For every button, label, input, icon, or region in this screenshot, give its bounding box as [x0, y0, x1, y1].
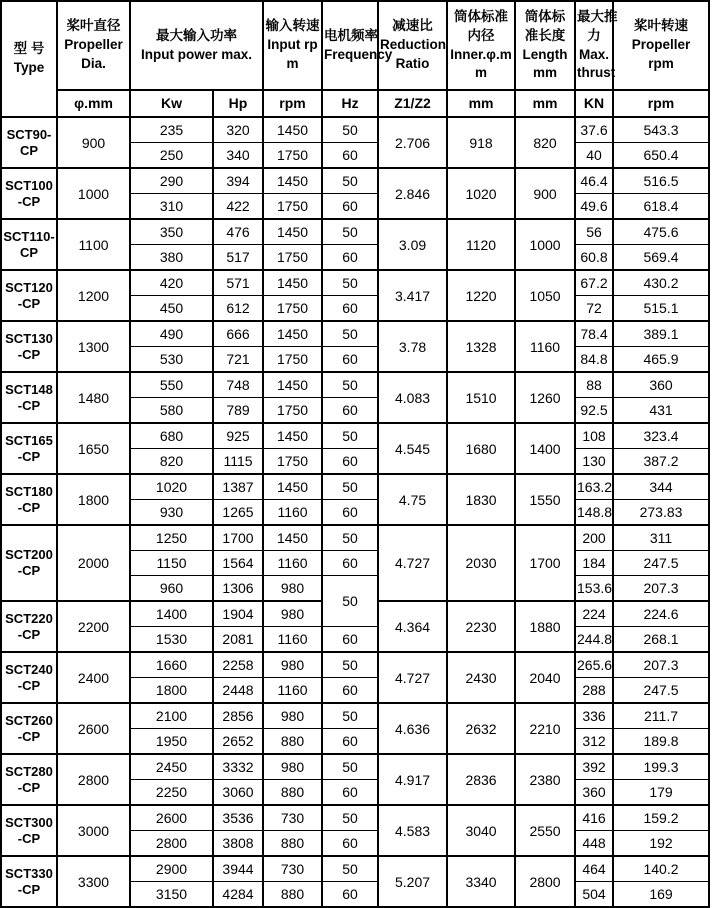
cell-max-thrust: 56 [575, 219, 613, 245]
cell-max-thrust: 40 [575, 143, 613, 169]
unit-hp: Hp [213, 90, 263, 117]
cell-propeller-dia: 1650 [57, 423, 130, 474]
cell-input-rpm: 1450 [263, 321, 322, 347]
cell-input-power-kw: 1950 [130, 729, 213, 755]
cell-input-power-hp: 925 [213, 423, 263, 449]
cell-length: 2040 [515, 652, 575, 703]
cell-frequency: 50 [322, 270, 378, 296]
cell-input-power-kw: 1250 [130, 525, 213, 551]
cell-frequency: 60 [322, 882, 378, 908]
cell-propeller-dia: 2000 [57, 525, 130, 601]
cell-input-rpm: 880 [263, 729, 322, 755]
cell-reduction-ratio: 4.727 [378, 652, 447, 703]
cell-reduction-ratio: 4.545 [378, 423, 447, 474]
cell-inner-dia: 2430 [447, 652, 515, 703]
col-header-reduction-ratio: 减速比 Reduction Ratio [378, 1, 447, 90]
cell-propeller-rpm: 207.3 [613, 652, 709, 678]
cell-propeller-rpm: 207.3 [613, 576, 709, 602]
cell-input-rpm: 1450 [263, 219, 322, 245]
cell-input-rpm: 1450 [263, 423, 322, 449]
cell-input-rpm: 1750 [263, 398, 322, 424]
cell-propeller-rpm: 273.83 [613, 500, 709, 526]
cell-input-power-kw: 2100 [130, 703, 213, 729]
cell-length: 1700 [515, 525, 575, 601]
cell-length: 1000 [515, 219, 575, 270]
cell-input-rpm: 1750 [263, 347, 322, 373]
cell-propeller-rpm: 430.2 [613, 270, 709, 296]
cell-input-power-kw: 1150 [130, 551, 213, 576]
cell-reduction-ratio: 4.083 [378, 372, 447, 423]
cell-input-rpm: 1750 [263, 194, 322, 220]
cell-propeller-rpm: 179 [613, 780, 709, 806]
cell-length: 1880 [515, 601, 575, 652]
cell-frequency: 60 [322, 831, 378, 857]
cell-model-type: SCT280-CP [1, 754, 57, 805]
cell-reduction-ratio: 3.09 [378, 219, 447, 270]
cell-model-type: SCT240-CP [1, 652, 57, 703]
cell-reduction-ratio: 5.207 [378, 856, 447, 907]
cell-propeller-rpm: 516.5 [613, 168, 709, 194]
cell-frequency: 60 [322, 627, 378, 653]
cell-length: 1550 [515, 474, 575, 525]
table-row [1, 423, 709, 449]
table-row [1, 372, 709, 398]
cell-frequency: 50 [322, 321, 378, 347]
cell-frequency: 50 [322, 856, 378, 882]
cell-input-rpm: 1450 [263, 474, 322, 500]
cell-propeller-dia: 2800 [57, 754, 130, 805]
cell-input-power-kw: 450 [130, 296, 213, 322]
cell-inner-dia: 2230 [447, 601, 515, 652]
cell-max-thrust: 200 [575, 525, 613, 551]
cell-reduction-ratio: 3.78 [378, 321, 447, 372]
cell-input-power-kw: 1530 [130, 627, 213, 653]
cell-max-thrust: 153.6 [575, 576, 613, 602]
cell-max-thrust: 392 [575, 754, 613, 780]
cell-frequency: 60 [322, 296, 378, 322]
cell-input-power-kw: 580 [130, 398, 213, 424]
cell-inner-dia: 1220 [447, 270, 515, 321]
cell-input-power-hp: 1306 [213, 576, 263, 602]
cell-model-type: SCT120-CP [1, 270, 57, 321]
spec-table-body [1, 117, 709, 907]
cell-input-power-kw: 380 [130, 245, 213, 271]
cell-input-power-hp: 476 [213, 219, 263, 245]
cell-model-type: SCT90-CP [1, 117, 57, 168]
cell-max-thrust: 84.8 [575, 347, 613, 373]
cell-input-power-kw: 235 [130, 117, 213, 143]
cell-max-thrust: 88 [575, 372, 613, 398]
col-header-type: 型 号 Type [1, 1, 57, 117]
cell-max-thrust: 130 [575, 449, 613, 475]
cell-propeller-dia: 1300 [57, 321, 130, 372]
cell-reduction-ratio: 4.636 [378, 703, 447, 754]
cell-inner-dia: 2836 [447, 754, 515, 805]
cell-propeller-rpm: 140.2 [613, 856, 709, 882]
cell-input-rpm: 1160 [263, 627, 322, 653]
cell-frequency: 60 [322, 551, 378, 576]
cell-propeller-rpm: 650.4 [613, 143, 709, 169]
cell-input-power-hp: 571 [213, 270, 263, 296]
cell-input-power-kw: 1660 [130, 652, 213, 678]
cell-frequency: 60 [322, 780, 378, 806]
cell-input-power-hp: 3808 [213, 831, 263, 857]
table-row [1, 856, 709, 882]
unit-kw: Kw [130, 90, 213, 117]
cell-input-rpm: 980 [263, 652, 322, 678]
cell-max-thrust: 60.8 [575, 245, 613, 271]
unit-input-rpm: rpm [263, 90, 322, 117]
cell-length: 2550 [515, 805, 575, 856]
cell-max-thrust: 504 [575, 882, 613, 908]
cell-propeller-dia: 1000 [57, 168, 130, 219]
cell-reduction-ratio: 2.846 [378, 168, 447, 219]
cell-model-type: SCT300-CP [1, 805, 57, 856]
cell-frequency: 50 [322, 805, 378, 831]
cell-input-rpm: 1160 [263, 678, 322, 704]
cell-max-thrust: 360 [575, 780, 613, 806]
cell-inner-dia: 918 [447, 117, 515, 168]
cell-max-thrust: 224 [575, 601, 613, 627]
cell-model-type: SCT148-CP [1, 372, 57, 423]
table-row [1, 474, 709, 500]
cell-propeller-rpm: 268.1 [613, 627, 709, 653]
cell-inner-dia: 1830 [447, 474, 515, 525]
cell-propeller-rpm: 159.2 [613, 805, 709, 831]
cell-input-power-kw: 930 [130, 500, 213, 526]
cell-input-power-hp: 3944 [213, 856, 263, 882]
cell-input-power-hp: 612 [213, 296, 263, 322]
unit-inner-dia: mm [447, 90, 515, 117]
cell-input-rpm: 1450 [263, 168, 322, 194]
cell-propeller-dia: 2400 [57, 652, 130, 703]
cell-max-thrust: 312 [575, 729, 613, 755]
cell-input-power-hp: 394 [213, 168, 263, 194]
cell-frequency: 60 [322, 347, 378, 373]
table-row [1, 652, 709, 678]
cell-reduction-ratio: 4.727 [378, 525, 447, 601]
cell-input-rpm: 730 [263, 805, 322, 831]
cell-frequency: 50 [322, 576, 378, 627]
cell-max-thrust: 148.8 [575, 500, 613, 526]
cell-propeller-rpm: 169 [613, 882, 709, 908]
cell-frequency: 50 [322, 474, 378, 500]
cell-propeller-rpm: 311 [613, 525, 709, 551]
cell-length: 1050 [515, 270, 575, 321]
cell-input-power-kw: 490 [130, 321, 213, 347]
cell-input-power-kw: 960 [130, 576, 213, 602]
cell-input-rpm: 1450 [263, 525, 322, 551]
cell-frequency: 50 [322, 423, 378, 449]
cell-max-thrust: 78.4 [575, 321, 613, 347]
cell-propeller-rpm: 211.7 [613, 703, 709, 729]
cell-input-power-kw: 820 [130, 449, 213, 475]
cell-max-thrust: 265.6 [575, 652, 613, 678]
cell-frequency: 60 [322, 500, 378, 526]
cell-frequency: 60 [322, 449, 378, 475]
cell-max-thrust: 288 [575, 678, 613, 704]
cell-propeller-dia: 900 [57, 117, 130, 168]
cell-model-type: SCT330-CP [1, 856, 57, 907]
cell-frequency: 50 [322, 117, 378, 143]
cell-propeller-rpm: 465.9 [613, 347, 709, 373]
cell-length: 1160 [515, 321, 575, 372]
cell-max-thrust: 336 [575, 703, 613, 729]
cell-input-power-hp: 4284 [213, 882, 263, 908]
cell-frequency: 60 [322, 194, 378, 220]
cell-frequency: 60 [322, 678, 378, 704]
cell-input-power-kw: 290 [130, 168, 213, 194]
cell-input-power-hp: 1387 [213, 474, 263, 500]
cell-input-rpm: 1750 [263, 143, 322, 169]
table-row [1, 168, 709, 194]
cell-reduction-ratio: 4.583 [378, 805, 447, 856]
cell-frequency: 50 [322, 372, 378, 398]
cell-input-power-kw: 680 [130, 423, 213, 449]
cell-input-rpm: 880 [263, 780, 322, 806]
cell-propeller-rpm: 360 [613, 372, 709, 398]
cell-input-rpm: 980 [263, 576, 322, 602]
cell-input-rpm: 980 [263, 601, 322, 627]
unit-propeller-rpm: rpm [613, 90, 709, 117]
cell-input-rpm: 1750 [263, 245, 322, 271]
cell-length: 2380 [515, 754, 575, 805]
cell-length: 2210 [515, 703, 575, 754]
cell-length: 1260 [515, 372, 575, 423]
cell-input-power-hp: 1700 [213, 525, 263, 551]
cell-propeller-rpm: 247.5 [613, 678, 709, 704]
cell-propeller-rpm: 475.6 [613, 219, 709, 245]
table-row [1, 754, 709, 780]
cell-input-power-hp: 3060 [213, 780, 263, 806]
cell-inner-dia: 1020 [447, 168, 515, 219]
cell-model-type: SCT180-CP [1, 474, 57, 525]
cell-input-power-hp: 320 [213, 117, 263, 143]
col-header-propeller-rpm: 桨叶转速 Propeller rpm [613, 1, 709, 90]
cell-input-power-hp: 1904 [213, 601, 263, 627]
cell-input-power-hp: 2448 [213, 678, 263, 704]
cell-inner-dia: 2030 [447, 525, 515, 601]
cell-input-power-hp: 2856 [213, 703, 263, 729]
cell-max-thrust: 37.6 [575, 117, 613, 143]
table-row [1, 703, 709, 729]
cell-propeller-rpm: 247.5 [613, 551, 709, 576]
cell-input-power-kw: 1800 [130, 678, 213, 704]
cell-model-type: SCT165-CP [1, 423, 57, 474]
col-header-frequency: 电机频率 Frequency [322, 1, 378, 90]
cell-reduction-ratio: 4.75 [378, 474, 447, 525]
col-header-length: 筒体标 准长度 Length mm [515, 1, 575, 90]
cell-frequency: 60 [322, 245, 378, 271]
cell-input-power-kw: 530 [130, 347, 213, 373]
cell-model-type: SCT200-CP [1, 525, 57, 601]
cell-propeller-rpm: 199.3 [613, 754, 709, 780]
unit-reduction-ratio: Z1/Z2 [378, 90, 447, 117]
cell-propeller-rpm: 431 [613, 398, 709, 424]
cell-propeller-rpm: 569.4 [613, 245, 709, 271]
cell-max-thrust: 464 [575, 856, 613, 882]
cell-input-power-kw: 2250 [130, 780, 213, 806]
cell-reduction-ratio: 4.364 [378, 601, 447, 652]
unit-frequency: Hz [322, 90, 378, 117]
cell-input-power-hp: 517 [213, 245, 263, 271]
cell-propeller-rpm: 387.2 [613, 449, 709, 475]
cell-input-power-hp: 3536 [213, 805, 263, 831]
cell-input-power-hp: 1564 [213, 551, 263, 576]
cell-inner-dia: 1328 [447, 321, 515, 372]
cell-input-power-hp: 789 [213, 398, 263, 424]
table-row [1, 805, 709, 831]
col-header-input-rpm: 输入转速 Input rp m [263, 1, 322, 90]
cell-max-thrust: 46.4 [575, 168, 613, 194]
cell-propeller-dia: 2200 [57, 601, 130, 652]
cell-input-power-hp: 666 [213, 321, 263, 347]
cell-frequency: 60 [322, 729, 378, 755]
cell-input-power-kw: 1400 [130, 601, 213, 627]
table-row [1, 117, 709, 143]
cell-propeller-rpm: 389.1 [613, 321, 709, 347]
cell-frequency: 60 [322, 143, 378, 169]
cell-max-thrust: 244.8 [575, 627, 613, 653]
cell-input-power-kw: 310 [130, 194, 213, 220]
cell-propeller-rpm: 189.8 [613, 729, 709, 755]
cell-frequency: 50 [322, 703, 378, 729]
cell-propeller-dia: 1800 [57, 474, 130, 525]
cell-input-power-kw: 2600 [130, 805, 213, 831]
cell-input-power-kw: 250 [130, 143, 213, 169]
cell-max-thrust: 49.6 [575, 194, 613, 220]
unit-propeller-dia: φ.mm [57, 90, 130, 117]
cell-propeller-rpm: 344 [613, 474, 709, 500]
cell-reduction-ratio: 2.706 [378, 117, 447, 168]
unit-length: mm [515, 90, 575, 117]
cell-input-power-hp: 721 [213, 347, 263, 373]
cell-length: 820 [515, 117, 575, 168]
cell-input-rpm: 1160 [263, 500, 322, 526]
cell-input-power-kw: 3150 [130, 882, 213, 908]
cell-length: 1400 [515, 423, 575, 474]
cell-input-power-kw: 550 [130, 372, 213, 398]
cell-propeller-dia: 2600 [57, 703, 130, 754]
cell-input-power-kw: 2800 [130, 831, 213, 857]
cell-max-thrust: 92.5 [575, 398, 613, 424]
cell-input-power-kw: 420 [130, 270, 213, 296]
cell-input-power-hp: 2258 [213, 652, 263, 678]
cell-inner-dia: 1510 [447, 372, 515, 423]
cell-length: 2800 [515, 856, 575, 907]
cell-max-thrust: 448 [575, 831, 613, 857]
cell-input-power-hp: 748 [213, 372, 263, 398]
col-header-propeller-dia: 桨叶直径 Propeller Dia. [57, 1, 130, 90]
cell-inner-dia: 3040 [447, 805, 515, 856]
cell-input-power-kw: 1020 [130, 474, 213, 500]
table-row [1, 270, 709, 296]
cell-frequency: 50 [322, 219, 378, 245]
col-header-max-thrust: 最大推 力 Max. thrust [575, 1, 613, 90]
cell-propeller-dia: 1100 [57, 219, 130, 270]
cell-propeller-rpm: 515.1 [613, 296, 709, 322]
cell-input-power-hp: 1265 [213, 500, 263, 526]
cell-input-power-hp: 2081 [213, 627, 263, 653]
cell-frequency: 50 [322, 652, 378, 678]
cell-input-rpm: 980 [263, 703, 322, 729]
cell-model-type: SCT100-CP [1, 168, 57, 219]
col-header-input-power: 最大输入功率 Input power max. [130, 1, 263, 90]
cell-propeller-dia: 1480 [57, 372, 130, 423]
cell-input-rpm: 1160 [263, 551, 322, 576]
cell-propeller-dia: 3300 [57, 856, 130, 907]
cell-model-type: SCT260-CP [1, 703, 57, 754]
cell-frequency: 60 [322, 398, 378, 424]
cell-model-type: SCT110-CP [1, 219, 57, 270]
cell-input-rpm: 1750 [263, 449, 322, 475]
cell-inner-dia: 1120 [447, 219, 515, 270]
unit-max-thrust: KN [575, 90, 613, 117]
header-row-main [1, 1, 709, 90]
cell-propeller-rpm: 543.3 [613, 117, 709, 143]
cell-propeller-dia: 3000 [57, 805, 130, 856]
cell-input-rpm: 1450 [263, 117, 322, 143]
cell-model-type: SCT130-CP [1, 321, 57, 372]
cell-model-type: SCT220-CP [1, 601, 57, 652]
table-row [1, 219, 709, 245]
cell-reduction-ratio: 4.917 [378, 754, 447, 805]
cell-input-rpm: 880 [263, 831, 322, 857]
cell-max-thrust: 416 [575, 805, 613, 831]
cell-max-thrust: 163.2 [575, 474, 613, 500]
cell-length: 900 [515, 168, 575, 219]
cell-input-power-kw: 350 [130, 219, 213, 245]
cell-max-thrust: 72 [575, 296, 613, 322]
cell-input-power-hp: 3332 [213, 754, 263, 780]
cell-inner-dia: 2632 [447, 703, 515, 754]
cell-input-power-hp: 1115 [213, 449, 263, 475]
cell-inner-dia: 3340 [447, 856, 515, 907]
cell-input-rpm: 1450 [263, 372, 322, 398]
cell-propeller-dia: 1200 [57, 270, 130, 321]
cell-input-power-hp: 340 [213, 143, 263, 169]
cell-input-rpm: 1450 [263, 270, 322, 296]
cell-frequency: 50 [322, 525, 378, 551]
cell-inner-dia: 1680 [447, 423, 515, 474]
cell-max-thrust: 108 [575, 423, 613, 449]
cell-input-power-hp: 2652 [213, 729, 263, 755]
cell-max-thrust: 184 [575, 551, 613, 576]
cell-input-power-hp: 422 [213, 194, 263, 220]
cell-input-rpm: 880 [263, 882, 322, 908]
table-row [1, 525, 709, 551]
cell-input-power-kw: 2900 [130, 856, 213, 882]
cell-input-rpm: 730 [263, 856, 322, 882]
cell-propeller-rpm: 618.4 [613, 194, 709, 220]
cell-max-thrust: 67.2 [575, 270, 613, 296]
cell-propeller-rpm: 323.4 [613, 423, 709, 449]
cell-input-rpm: 1750 [263, 296, 322, 322]
cell-input-power-kw: 2450 [130, 754, 213, 780]
cell-propeller-rpm: 224.6 [613, 601, 709, 627]
cell-propeller-rpm: 192 [613, 831, 709, 857]
header-row-units [1, 90, 709, 117]
table-row [1, 321, 709, 347]
cell-reduction-ratio: 3.417 [378, 270, 447, 321]
cell-frequency: 50 [322, 168, 378, 194]
col-header-inner-dia: 筒体标准 内径 Inner.φ.m m [447, 1, 515, 90]
cell-input-rpm: 980 [263, 754, 322, 780]
cell-frequency: 50 [322, 754, 378, 780]
